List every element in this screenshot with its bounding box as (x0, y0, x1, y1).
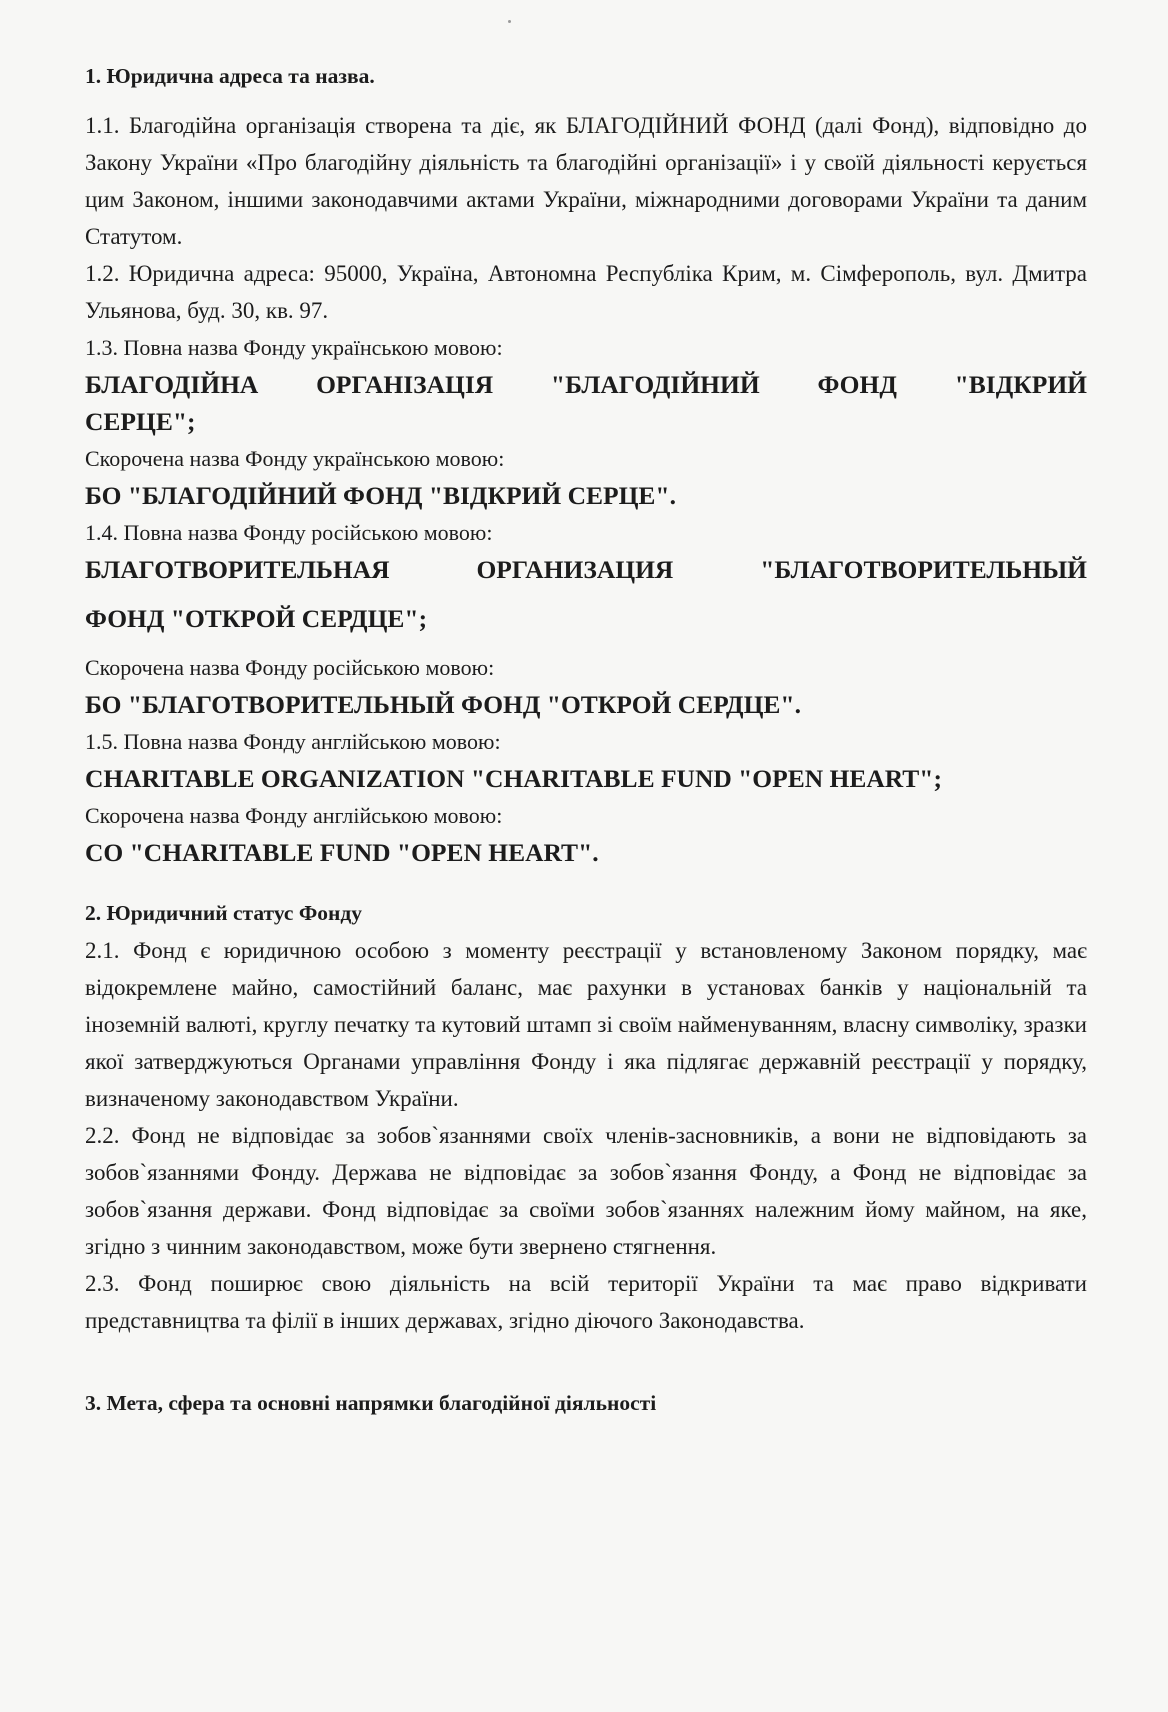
section-2-heading: 2. Юридичний статус Фонду (85, 901, 363, 925)
paragraph-2-3: 2.3. Фонд поширює свою діяльність на всій території України та має право відкривати представництва та філії в інших державах, згідно діючого Законодавства. (85, 1271, 1087, 1333)
name-ua-short: БО "БЛАГОДІЙНИЙ ФОНД "ВІДКРИЙ СЕРЦЕ". (85, 481, 676, 510)
paragraph-2-2: 2.2. Фонд не відповідає за зобов`язаннями своїх членів-засновників, а вони не відповідають за зобов`язаннями Фонду. Держава не відповідає за зобов`язання Фонду, а Фонд не відповідає за зобов`язання держави. Фонд відповідає за своїми зобов`язаннях належним йому майном, на яке, згідно з чинним законодавством, може бути звернено стягнення. (85, 1123, 1087, 1259)
scan-speck (508, 20, 511, 23)
short-name-en-label: Скорочена назва Фонду англійською мовою: (85, 803, 503, 828)
paragraph-1-2: 1.2. Юридична адреса: 95000, Україна, Автономна Республіка Крим, м. Сімферополь, вул. Дмитра Ульянова, буд. 30, кв. 97. (85, 261, 1087, 323)
name-en-full: CHARITABLE ORGANIZATION "CHARITABLE FUND "OPEN HEART"; (85, 764, 942, 793)
name-en-short: CO "CHARITABLE FUND "OPEN HEART". (85, 838, 599, 867)
name-ru-full-line1: БЛАГОТВОРИТЕЛЬНАЯ ОРГАНИЗАЦИЯ "БЛАГОТВОРИТЕЛЬНЫЙ (85, 555, 1087, 584)
short-name-ru-label: Скорочена назва Фонду російською мовою: (85, 655, 495, 680)
paragraph-1-1: 1.1. Благодійна організація створена та діє, як БЛАГОДІЙНИЙ ФОНД (далі Фонд), відповідно до Закону України «Про благодійну діяльність та благодійні організації» і у своїй діяльності керується цим Законом, іншими законодавчими актами України, міжнародними договорами України та даним Статутом. (85, 113, 1087, 249)
section-1-heading: 1. Юридична адреса та назва. (85, 64, 375, 88)
short-name-ua-label: Скорочена назва Фонду українською мовою: (85, 446, 505, 471)
document-body (85, 58, 1087, 1422)
name-ru-full-line2: ФОНД "ОТКРОЙ СЕРДЦЕ"; (85, 604, 428, 633)
name-ua-full-line2: СЕРЦЕ"; (85, 407, 196, 436)
paragraph-1-4-label: 1.4. Повна назва Фонду російською мовою: (85, 520, 493, 545)
paragraph-2-1: 2.1. Фонд є юридичною особою з моменту реєстрації у встановленому Законом порядку, має відокремлене майно, самостійний баланс, має рахунки в установах банків у національній та іноземній валюті, круглу печатку та кутовий штамп зі своїм найменуванням, власну символіку, зразки якої затверджуються Органами управління Фонду і яка підлягає державній реєстрації у порядку, визначеному законодавством України. (85, 938, 1087, 1111)
paragraph-1-3-label: 1.3. Повна назва Фонду українською мовою: (85, 335, 503, 360)
name-ua-full-line1: БЛАГОДІЙНА ОРГАНІЗАЦІЯ "БЛАГОДІЙНИЙ ФОНД "ВІДКРИЙ (85, 370, 1087, 399)
name-ru-short: БО "БЛАГОТВОРИТЕЛЬНЫЙ ФОНД "ОТКРОЙ СЕРДЦЕ". (85, 690, 801, 719)
section-3-heading: 3. Мета, сфера та основні напрямки благодійної діяльності (85, 1391, 657, 1415)
paragraph-1-5-label: 1.5. Повна назва Фонду англійською мовою: (85, 729, 501, 754)
